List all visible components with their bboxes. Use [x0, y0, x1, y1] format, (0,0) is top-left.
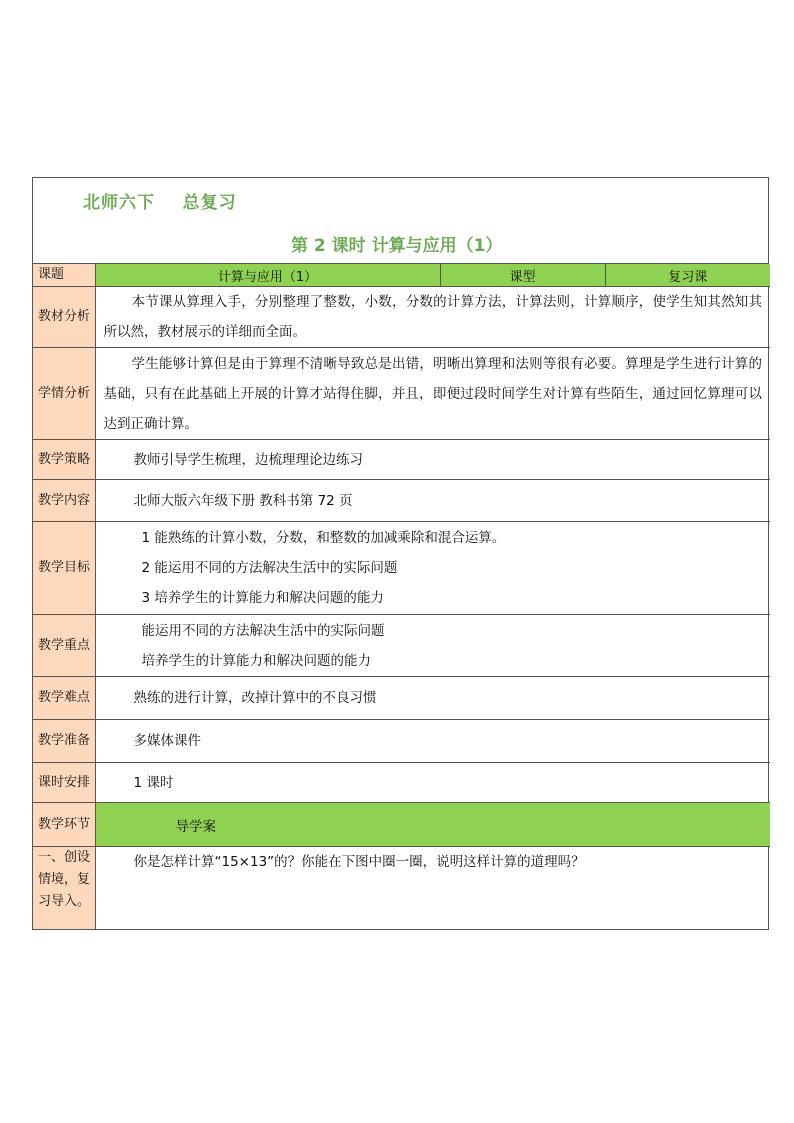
goals-list — [95, 522, 770, 615]
label-topic: 课题 — [33, 264, 95, 287]
label-material: 教材分析 — [33, 287, 95, 348]
row-hours — [33, 763, 770, 803]
key-item: 能运用不同的方法解决生活中的实际问题 — [141, 622, 385, 639]
row-goals — [33, 522, 770, 615]
row-key — [33, 615, 770, 677]
label-content: 教学内容 — [33, 480, 95, 522]
difficulty-text: 熟练的进行计算，改掉计算中的不良习惯 — [95, 677, 770, 720]
label-intro: 一、创设情境，复习导入。 — [33, 847, 95, 929]
row-stage — [33, 803, 770, 847]
label-goals: 教学目标 — [33, 522, 95, 615]
lesson-plan-table — [33, 264, 770, 929]
row-topic — [33, 264, 770, 287]
header-title: 北师六下 总复习 — [83, 193, 237, 213]
label-difficulty: 教学难点 — [33, 677, 95, 720]
label-prep: 教学准备 — [33, 720, 95, 763]
row-strategy — [33, 440, 770, 480]
row-prep — [33, 720, 770, 763]
strategy-text: 教师引导学生梳理，边梳理理论边练习 — [95, 440, 770, 480]
lesson-title: 第 2 课时 计算与应用（1） — [291, 236, 503, 256]
goal-item: 2 能运用不同的方法解决生活中的实际问题 — [141, 560, 398, 576]
hours-text: 1 课时 — [95, 763, 770, 803]
topic-value: 计算与应用（1） — [95, 264, 440, 287]
row-learner — [33, 348, 770, 440]
prep-text: 多媒体课件 — [95, 720, 770, 763]
row-difficulty — [33, 677, 770, 720]
label-learner: 学情分析 — [33, 348, 95, 440]
row-content — [33, 480, 770, 522]
stage-text: 导学案 — [95, 803, 770, 847]
header-block — [33, 178, 768, 264]
lesson-plan-sheet — [32, 177, 769, 930]
material-text: 本节课从算理入手，分别整理了整数，小数，分数的计算方法，计算法则，计算顺序，使学生知其然知其所以然，教材展示的详细而全面。 — [95, 287, 770, 348]
intro-text: 你是怎样计算“15×13”的？你能在下图中圈一圈，说明这样计算的道理吗？ — [95, 847, 770, 929]
type-value: 复习课 — [605, 264, 770, 287]
label-hours: 课时安排 — [33, 763, 95, 803]
goal-item: 1 能熟练的计算小数，分数，和整数的加减乘除和混合运算。 — [141, 530, 506, 546]
goal-item: 3 培养学生的计算能力和解决问题的能力 — [141, 590, 384, 606]
row-material — [33, 287, 770, 348]
content-text: 北师大版六年级下册 教科书第 72 页 — [95, 480, 770, 522]
type-label: 课型 — [440, 264, 605, 287]
key-list — [95, 615, 770, 677]
learner-text: 学生能够计算但是由于算理不清晰导致总是出错，明晰出算理和法则等很有必要。算理是学生进行计算的基础，只有在此基础上开展的计算才站得住脚，并且，即便过段时间学生对计算有些陌生，通过回忆算理可以达到正确计算。 — [95, 348, 770, 440]
label-key: 教学重点 — [33, 615, 95, 677]
key-item: 培养学生的计算能力和解决问题的能力 — [141, 652, 371, 669]
label-strategy: 教学策略 — [33, 440, 95, 480]
label-stage: 教学环节 — [33, 803, 95, 847]
row-intro — [33, 847, 770, 929]
